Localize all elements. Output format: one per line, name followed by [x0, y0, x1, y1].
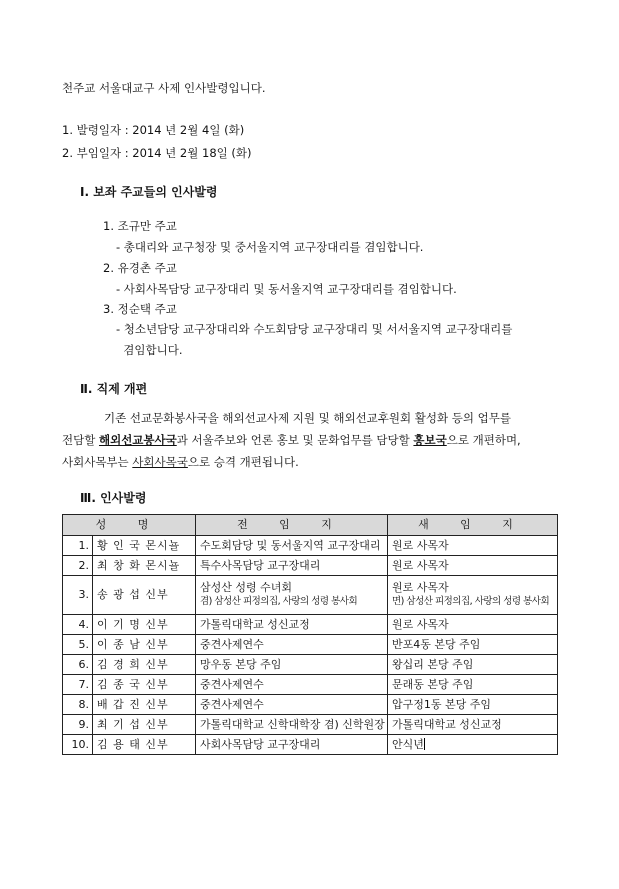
row-number — [63, 635, 93, 655]
row-prev-post — [196, 615, 388, 635]
table-row — [63, 695, 558, 715]
row-name-text: 김 경 희 신부 — [97, 657, 169, 671]
header-prev: 전 임 지 — [196, 515, 388, 536]
row-new-post-text: 원로 사목자 — [392, 558, 449, 572]
row-prev-post-text: 사회사목담당 교구장대리 — [200, 737, 321, 751]
row-number — [63, 655, 93, 675]
row-name-text: 이 기 명 신부 — [97, 617, 169, 631]
row-new-post — [388, 715, 558, 735]
table-row — [63, 715, 558, 735]
row-prev-post — [196, 695, 388, 715]
row-name — [93, 635, 196, 655]
table-header-row — [63, 515, 558, 536]
table-row — [63, 735, 558, 755]
row-prev-post-text: 수도회담당 및 동서울지역 교구장대리 — [200, 538, 381, 552]
date-issue: 1. 발령일자 : 2014 년 2월 4일 (화) — [62, 123, 245, 137]
row-name — [93, 615, 196, 635]
row-prev-post — [196, 675, 388, 695]
row-name — [93, 735, 196, 755]
row-new-post — [388, 536, 558, 556]
bishop-item-title: 1. 조규만 주교 — [103, 219, 177, 233]
row-name-text: 황 인 국 몬시뇰 — [97, 538, 181, 552]
row-new-post — [388, 735, 558, 755]
row-number — [63, 615, 93, 635]
table-row — [63, 536, 558, 556]
row-new-post-text: 원로 사목자 — [392, 538, 449, 552]
row-new-post-text: 문래동 본당 주임 — [392, 677, 474, 691]
row-prev-post-text: 중견사제연수 — [200, 677, 264, 691]
text-span: 으로 개편하며, — [446, 433, 521, 447]
row-prev-post — [196, 635, 388, 655]
header-name: 성 명 — [63, 515, 196, 536]
row-new-post-text: 가톨릭대학교 성신교정 — [392, 717, 502, 731]
row-name-text: 이 종 남 신부 — [97, 637, 169, 651]
row-name-text: 배 갑 진 신부 — [97, 697, 169, 711]
row-name — [93, 556, 196, 576]
table-row — [63, 655, 558, 675]
row-new-post — [388, 675, 558, 695]
section1-heading: Ⅰ. 보좌 주교들의 인사발령 — [80, 185, 218, 199]
row-name-text: 최 기 섭 신부 — [97, 717, 169, 731]
section2-paragraph — [62, 407, 562, 473]
row-name-text: 김 용 태 신부 — [97, 737, 169, 751]
row-name — [93, 715, 196, 735]
section2-heading: Ⅱ. 직제 개편 — [80, 382, 148, 396]
table-row — [63, 635, 558, 655]
row-prev-post-text: 삼성산 성령 수녀회 — [200, 581, 293, 594]
row-prev-post — [196, 655, 388, 675]
row-prev-post-text: 가톨릭대학교 신학대학장 겸) 신학원장 — [200, 717, 385, 731]
row-new-post-text: 원로 사목자 — [392, 581, 449, 594]
row-name-text: 김 종 국 신부 — [97, 677, 169, 691]
row-number-text: 2. — [78, 558, 89, 572]
row-number — [63, 556, 93, 576]
row-number-text: 8. — [78, 697, 89, 711]
row-number-text: 10. — [71, 737, 89, 751]
bishop-item-desc: 겸임합니다. — [116, 343, 183, 357]
row-prev-post-text: 가톨릭대학교 성신교정 — [200, 617, 310, 631]
row-number-text: 5. — [78, 637, 89, 651]
text-span: 사회사목부는 — [62, 455, 133, 469]
row-number — [63, 695, 93, 715]
row-prev-post-text: 특수사목담당 교구장대리 — [200, 558, 321, 572]
row-prev-post-sub-text: 겸) 삼성산 피정의집, 사랑의 성령 봉사회 — [200, 596, 358, 607]
row-new-post-text: 압구정1동 본당 주임 — [392, 697, 491, 711]
row-number-text: 3. — [78, 588, 89, 601]
row-new-post-text: 안식년 — [392, 737, 424, 751]
bishop-item-desc: - 청소년담당 교구장대리와 수도회담당 교구장대리 및 서서울지역 교구장대리를 — [116, 322, 513, 336]
paragraph-line — [62, 451, 562, 473]
personnel-table — [62, 514, 558, 536]
new-department-name: 해외선교봉사국 — [98, 433, 177, 447]
row-number — [63, 735, 93, 755]
text-span: 으로 승격 개편됩니다. — [187, 455, 299, 469]
row-prev-post-text: 중견사제연수 — [200, 637, 264, 651]
row-prev-post — [196, 715, 388, 735]
row-number — [63, 675, 93, 695]
header-new: 새 임 지 — [388, 515, 558, 536]
row-new-post — [388, 556, 558, 576]
row-number — [63, 536, 93, 556]
row-new-post — [388, 635, 558, 655]
row-name-text: 최 창 화 몬시뇰 — [97, 558, 181, 572]
date-arrival: 2. 부임일자 : 2014 년 2월 18일 (화) — [62, 146, 252, 160]
row-prev-post-text: 중견사제연수 — [200, 697, 264, 711]
table-row — [63, 556, 558, 576]
row-new-post — [388, 695, 558, 715]
table-row — [63, 576, 558, 615]
row-prev-post — [196, 735, 388, 755]
row-prev-post-text: 망우동 본당 주임 — [200, 657, 282, 671]
bishop-item-title: 2. 유경촌 주교 — [103, 261, 177, 275]
row-prev-post — [196, 576, 388, 615]
text-span: 전담할 — [62, 433, 99, 447]
new-department-name: 홍보국 — [413, 433, 447, 447]
row-new-post-sub-text: 면) 삼성산 피정의집, 사랑의 성령 봉사회 — [392, 596, 550, 607]
row-new-post-text: 왕십리 본당 주임 — [392, 657, 474, 671]
row-number-text: 6. — [78, 657, 89, 671]
table-row — [63, 615, 558, 635]
row-name — [93, 655, 196, 675]
table-row — [63, 675, 558, 695]
row-prev-post — [196, 556, 388, 576]
row-new-post-text: 반포4동 본당 주임 — [392, 637, 481, 651]
row-number-text: 7. — [78, 677, 89, 691]
text-cursor — [424, 738, 425, 750]
row-name — [93, 695, 196, 715]
row-name — [93, 536, 196, 556]
bishop-item-title: 3. 정순택 주교 — [103, 302, 177, 316]
paragraph-line — [62, 429, 562, 451]
row-name — [93, 576, 196, 615]
paragraph-line: 기존 선교문화봉사국을 해외선교사제 지원 및 해외선교후원회 활성화 등의 업무를 — [104, 411, 511, 425]
new-department-name: 사회사목국 — [132, 455, 188, 469]
row-name-text: 송 광 섭 신부 — [97, 588, 169, 601]
row-number — [63, 576, 93, 615]
row-new-post — [388, 655, 558, 675]
row-prev-post — [196, 536, 388, 556]
text-span: 과 서울주보와 언론 홍보 및 문화업무를 담당할 — [176, 433, 414, 447]
row-new-post — [388, 576, 558, 615]
row-new-post — [388, 615, 558, 635]
row-number-text: 9. — [78, 717, 89, 731]
intro-text: 천주교 서울대교구 사제 인사발령입니다. — [62, 81, 266, 95]
bishop-item-desc: - 총대리와 교구청장 및 중서울지역 교구장대리를 겸임합니다. — [116, 240, 424, 254]
personnel-table-body — [62, 535, 558, 755]
row-number-text: 4. — [78, 617, 89, 631]
bishop-item-desc: - 사회사목담당 교구장대리 및 동서울지역 교구장대리를 겸임합니다. — [116, 282, 457, 296]
row-number — [63, 715, 93, 735]
row-name — [93, 675, 196, 695]
row-number-text: 1. — [78, 538, 89, 552]
row-new-post-text: 원로 사목자 — [392, 617, 449, 631]
section3-heading: Ⅲ. 인사발령 — [80, 491, 147, 505]
